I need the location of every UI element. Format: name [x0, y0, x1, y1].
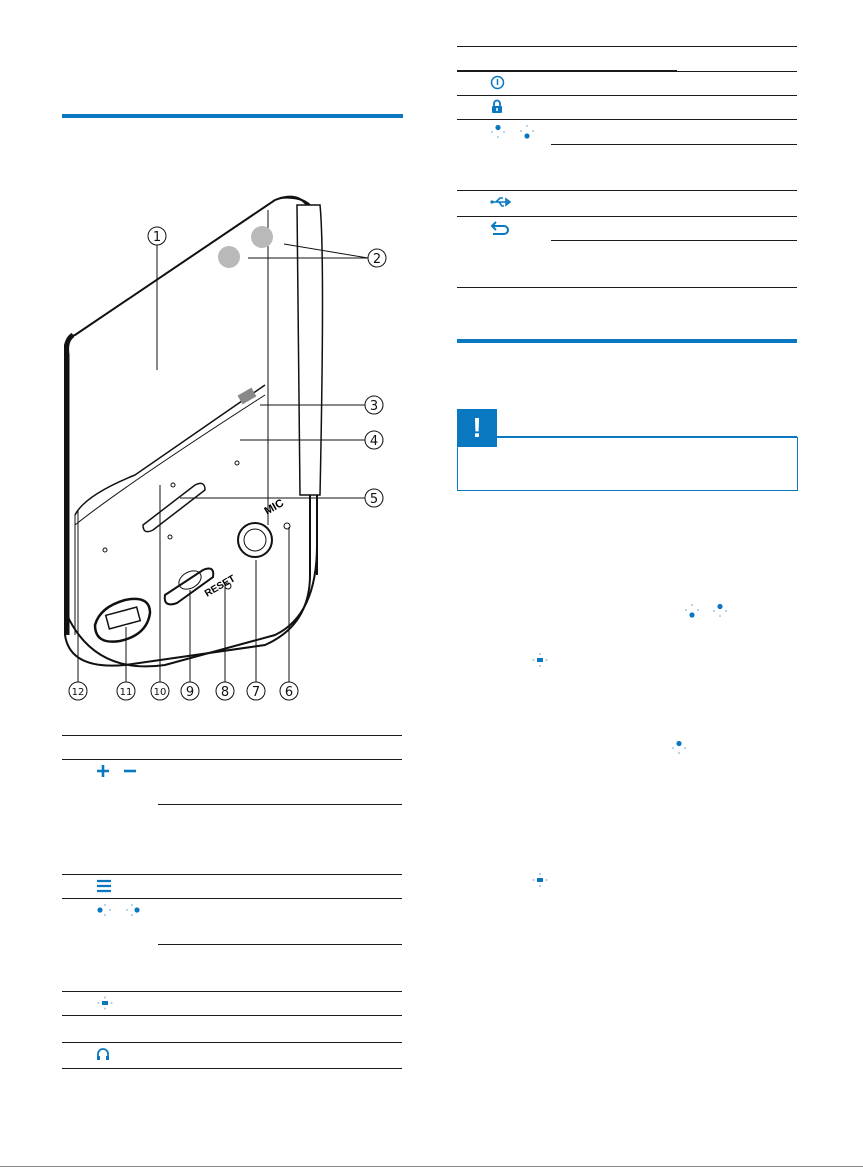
callout-9: [181, 682, 199, 700]
left-table-rule: [62, 1042, 402, 1043]
right-table-rule: [457, 190, 797, 191]
left-table-rule: [62, 1068, 402, 1069]
left-table-rule: [158, 804, 402, 805]
nav-center-icon: [531, 872, 549, 888]
left-table-rule: [62, 735, 402, 736]
nav-center-icon: [531, 652, 549, 668]
callout-12: [69, 682, 87, 700]
right-table-rule: [457, 95, 797, 96]
usb-icon: [490, 195, 512, 209]
menu-icon: [96, 879, 112, 893]
callout-8: [216, 682, 234, 700]
svg-text:9: 9: [185, 685, 195, 700]
svg-text:11: 11: [119, 687, 133, 698]
callout-10: [151, 682, 169, 700]
right-table-rule: [677, 71, 797, 72]
right-table-rule: [551, 240, 797, 241]
back-icon: [490, 220, 510, 236]
left-table-rule: [158, 944, 402, 945]
svg-text:12: 12: [71, 687, 85, 698]
svg-text:6: 6: [284, 685, 294, 700]
nav-down-icon: [670, 740, 688, 756]
nav-center-icon: [96, 996, 114, 1010]
svg-text:5: 5: [369, 492, 379, 507]
left-table-rule: [62, 991, 402, 992]
nav-down-icon: [518, 124, 536, 140]
plus-icon: [96, 764, 110, 778]
minus-icon: [123, 764, 137, 778]
callout-7: [247, 682, 265, 700]
left-table-rule: [62, 1015, 402, 1016]
callout-11: [117, 682, 135, 700]
callout-5: [365, 489, 383, 507]
reset-label: RESET: [203, 573, 238, 600]
right-table-rule: [551, 144, 797, 145]
mic-label: MIC: [262, 497, 286, 518]
right-table-rule: [457, 287, 797, 288]
callout-1: [148, 227, 166, 245]
caution-box: [457, 437, 798, 491]
nav-left-icon: [96, 903, 114, 917]
callout-3: [365, 396, 383, 414]
section-heading-bar-right: [457, 339, 797, 343]
callout-6: [280, 682, 298, 700]
callout-2: [368, 249, 386, 267]
nav-up-icon: [683, 603, 701, 619]
svg-text:10: 10: [153, 687, 167, 698]
power-icon: [490, 75, 505, 90]
svg-text:2: 2: [372, 252, 382, 267]
left-table-rule: [62, 898, 402, 899]
svg-text:3: 3: [369, 399, 379, 414]
left-table-rule: [62, 759, 402, 760]
right-table-rule: [457, 46, 797, 47]
headphones-icon: [96, 1047, 110, 1061]
svg-text:1: 1: [152, 230, 162, 245]
left-table-rule: [62, 874, 402, 875]
lock-icon: [490, 99, 504, 114]
exclamation-icon: !: [472, 412, 482, 443]
callout-4: [365, 431, 383, 449]
right-table-rule: [457, 216, 797, 217]
svg-text:4: 4: [369, 434, 379, 449]
svg-text:7: 7: [251, 685, 261, 700]
svg-text:8: 8: [220, 685, 230, 700]
right-table-rule: [457, 70, 677, 72]
nav-down-icon: [711, 603, 729, 619]
nav-right-icon: [123, 903, 141, 917]
crop-mark: [0, 1166, 863, 1167]
right-table-rule: [457, 119, 797, 120]
nav-up-icon: [489, 124, 507, 140]
